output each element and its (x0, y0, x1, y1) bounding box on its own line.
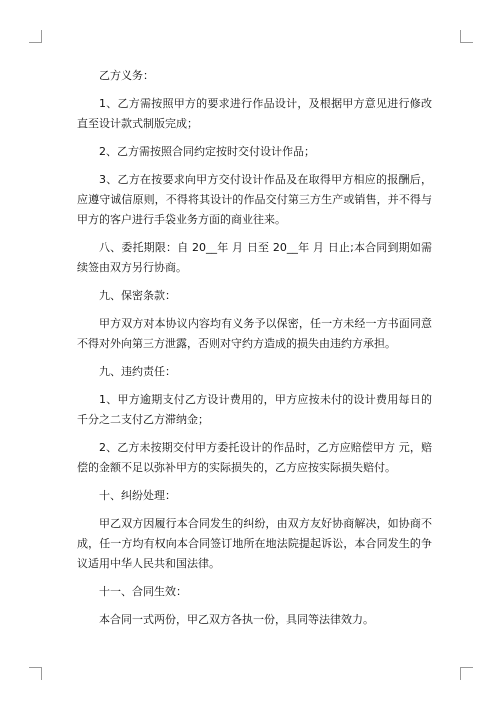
clause-paragraph: 2、乙方未按期交付甲方委托设计的作品时，乙方应赔偿甲方 元，赔偿的金额不足以弥补甲方的实际损失的，乙方应按实际损失赔付。 (77, 441, 432, 474)
page-corner-mark-top-right (460, 30, 473, 43)
clause-paragraph: 1、乙方需按照甲方的要求进行作品设计，及根据甲方意见进行修改直至设计款式制版完成； (77, 97, 432, 130)
clause-paragraph: 甲方双方对本协议内容均有义务予以保密，任一方未经一方书面同意不得对外向第三方泄露，否则对守约方造成的损失由违约方承担。 (77, 317, 432, 350)
section-heading-disputes: 十、纠纷处理： (99, 489, 176, 502)
clause-paragraph: 本合同一式两份，甲乙双方各执一份，具同等法律效力。 (99, 613, 374, 626)
clause-paragraph: 1、甲方逾期支付乙方设计费用的，甲方应按未付的设计费用每日的千分之二支付乙方滞纳金； (77, 393, 432, 426)
document-body (77, 66, 432, 638)
clause-paragraph: 甲乙双方因履行本合同发生的纠纷，由双方友好协商解决，如协商不成，任一方均有权向本合同签订地所在地法院提起诉讼，本合同发生的争议适用中华人民共和国法律。 (77, 517, 432, 570)
page-corner-mark-bottom-right (460, 667, 473, 680)
clause-paragraph: 3、乙方在按要求向甲方交付设计作品及在取得甲方相应的报酬后，应遵守诚信原则，不得将其设计的作品交付第三方生产或销售，并不得与甲方的客户进行手袋业务方面的商业往来。 (77, 173, 432, 226)
page-corner-mark-top-left (29, 30, 42, 43)
section-heading-confidentiality: 九、保密条款： (99, 289, 176, 302)
section-heading-effectiveness: 十一、合同生效： (99, 585, 187, 598)
clause-paragraph-term: 八、委托期限：自 20__年 月 日至 20__年 月 日止;本合同到期如需续签由双方另行协商。 (77, 241, 432, 274)
section-heading-liability: 九、违约责任： (99, 365, 176, 378)
section-heading-party-b-obligations: 乙方义务： (99, 69, 154, 82)
clause-paragraph: 2、乙方需按照合同约定按时交付设计作品； (99, 145, 315, 158)
page-corner-mark-bottom-left (29, 667, 42, 680)
